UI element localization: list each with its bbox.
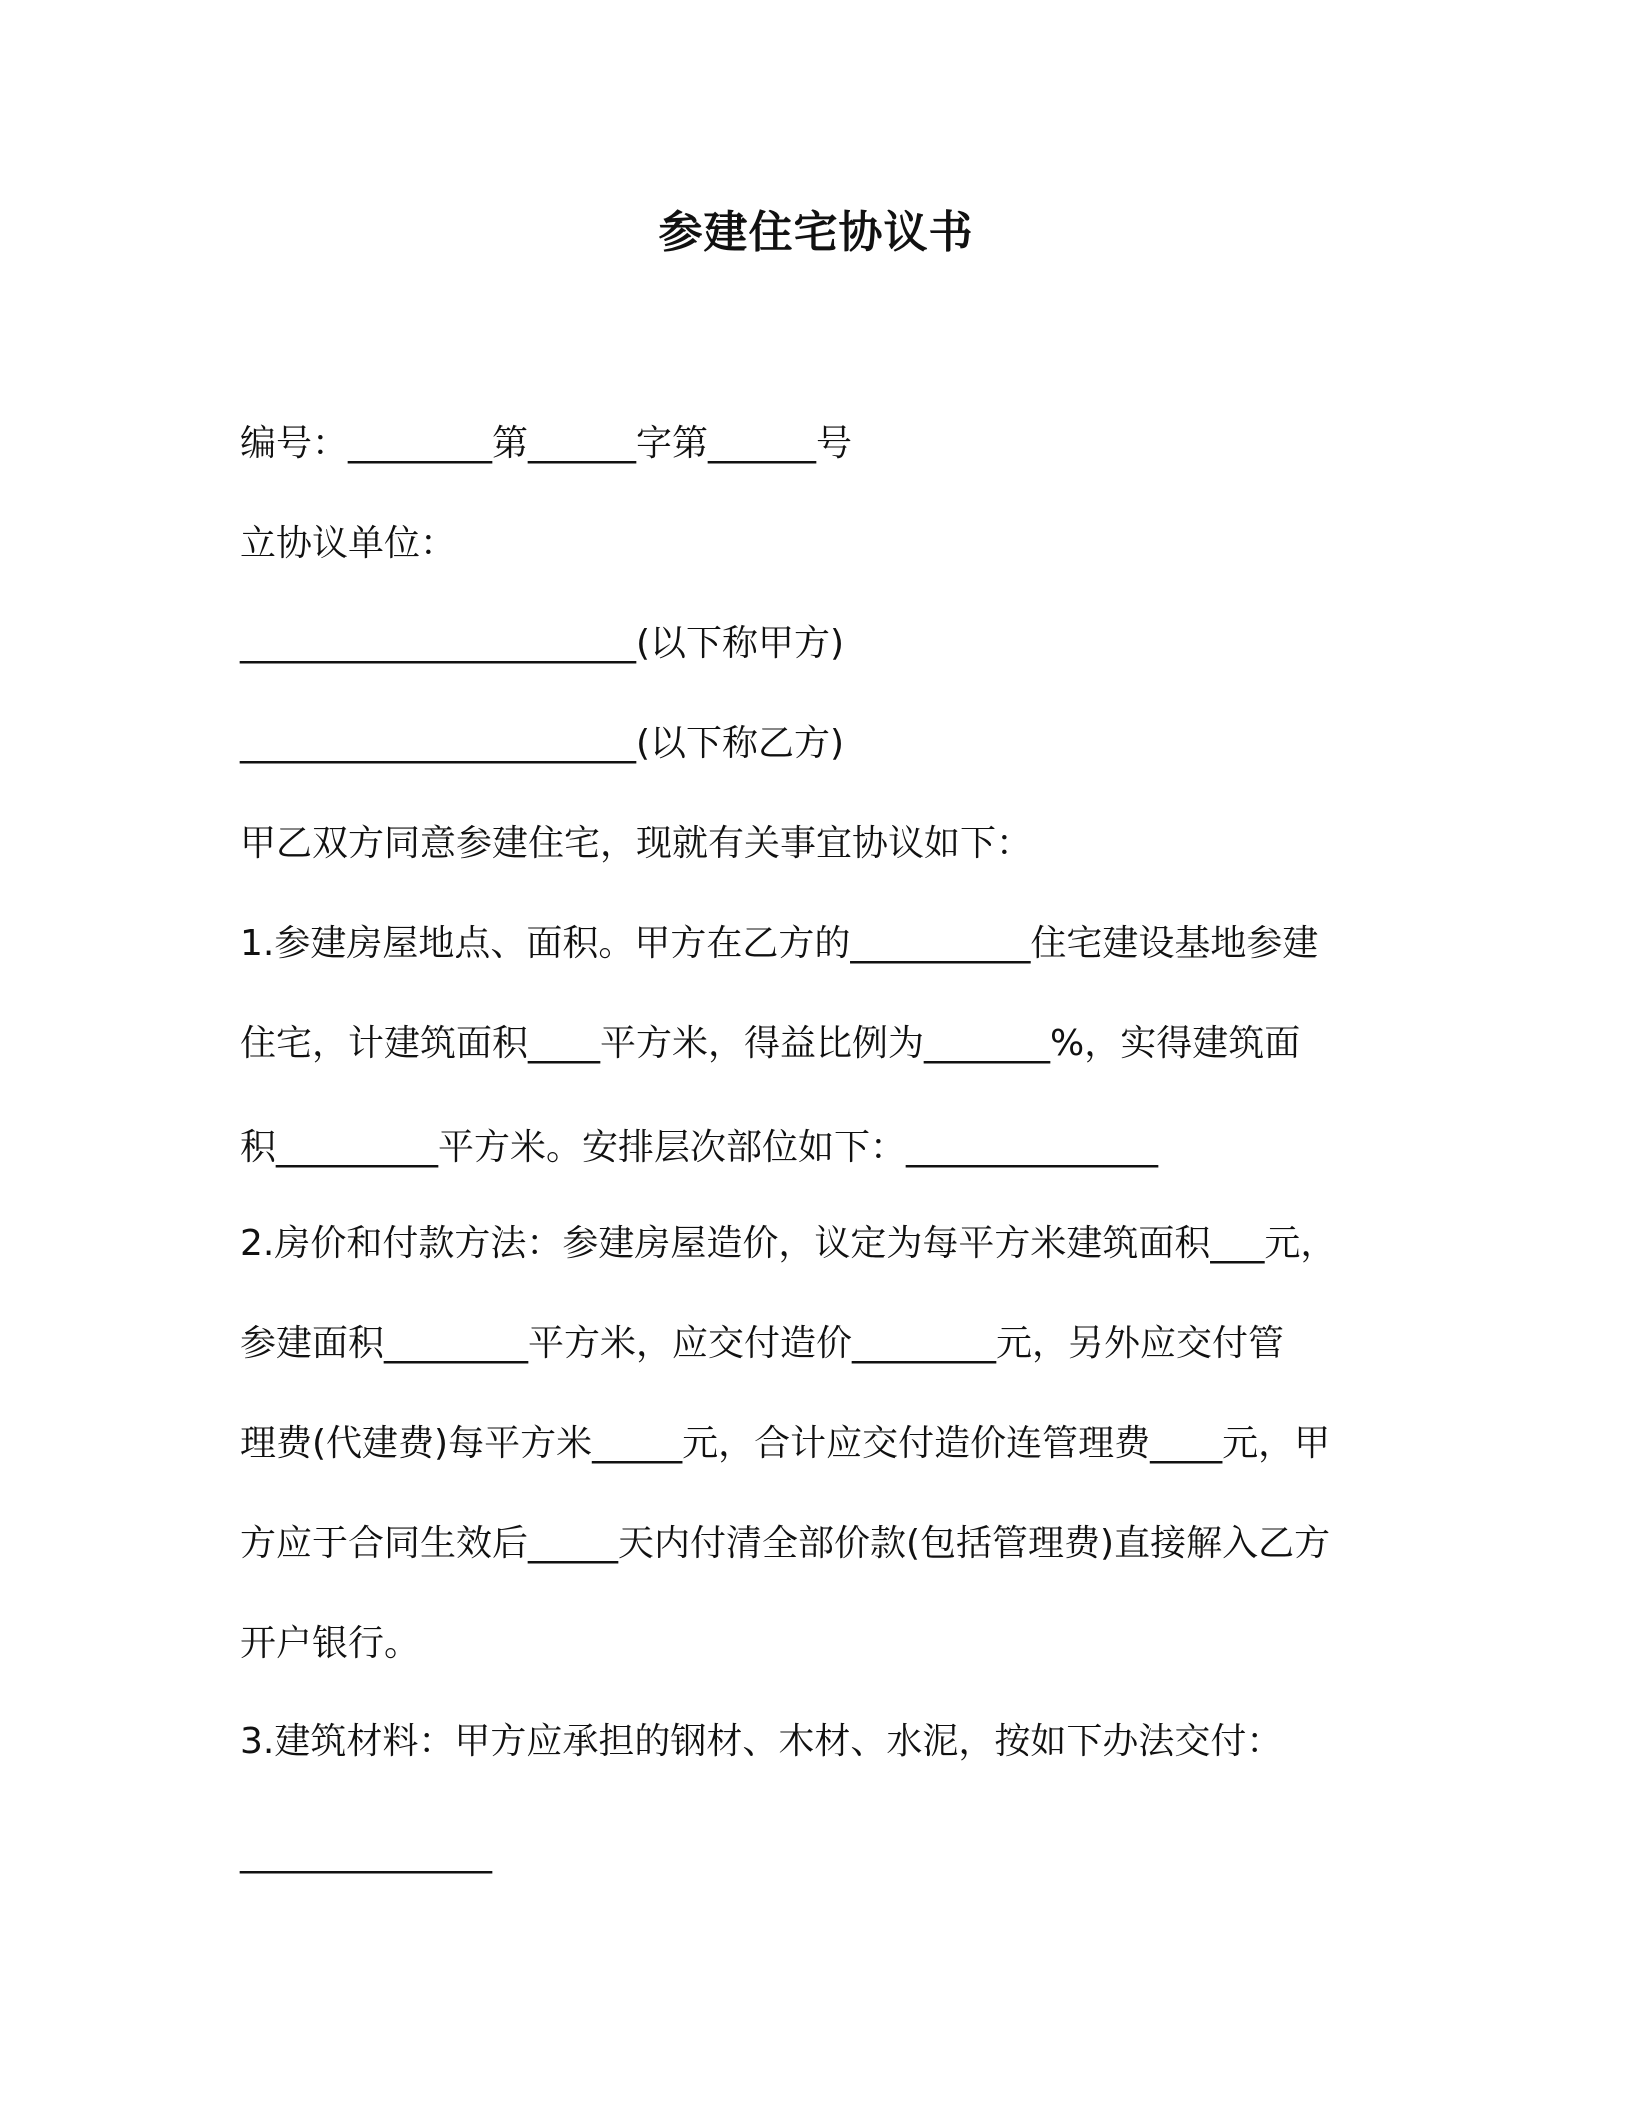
parties-heading: 立协议单位： (240, 523, 457, 564)
clause-2-line-4: 方应于合同生效后_____天内付清全部价款(包括管理费)直接解入乙方 (240, 1523, 1331, 1564)
clause-3-line-1: 3.建筑材料：甲方应承担的钢材、木材、水泥，按如下办法交付： (240, 1721, 1283, 1762)
party-a-line: ______________________(以下称甲方) (240, 623, 845, 664)
clause-3-blank-line: ______________ (240, 1833, 492, 1874)
party-b-line: ______________________(以下称乙方) (240, 723, 845, 764)
document-title: 参建住宅协议书 (658, 207, 974, 258)
clause-2-line-5: 开户银行。 (240, 1623, 421, 1664)
clause-1-line-1: 1.参建房屋地点、面积。甲方在乙方的__________住宅建设基地参建 (240, 923, 1319, 964)
clause-1-line-3: 积_________平方米。安排层次部位如下：______________ (240, 1127, 1159, 1168)
clause-2-line-2: 参建面积________平方米，应交付造价________元，另外应交付管 (240, 1323, 1285, 1364)
clause-2-line-3: 理费(代建费)每平方米_____元，合计应交付造价连管理费____元，甲 (240, 1423, 1331, 1464)
clause-1-line-2: 住宅，计建筑面积____平方米，得益比例为_______%，实得建筑面 (240, 1023, 1301, 1064)
preamble-line: 甲乙双方同意参建住宅，现就有关事宜协议如下： (240, 823, 1033, 864)
clause-2-line-1: 2.房价和付款方法：参建房屋造价，议定为每平方米建筑面积___元， (240, 1223, 1337, 1264)
serial-number-line: 编号：________第______字第______号 (240, 423, 853, 464)
